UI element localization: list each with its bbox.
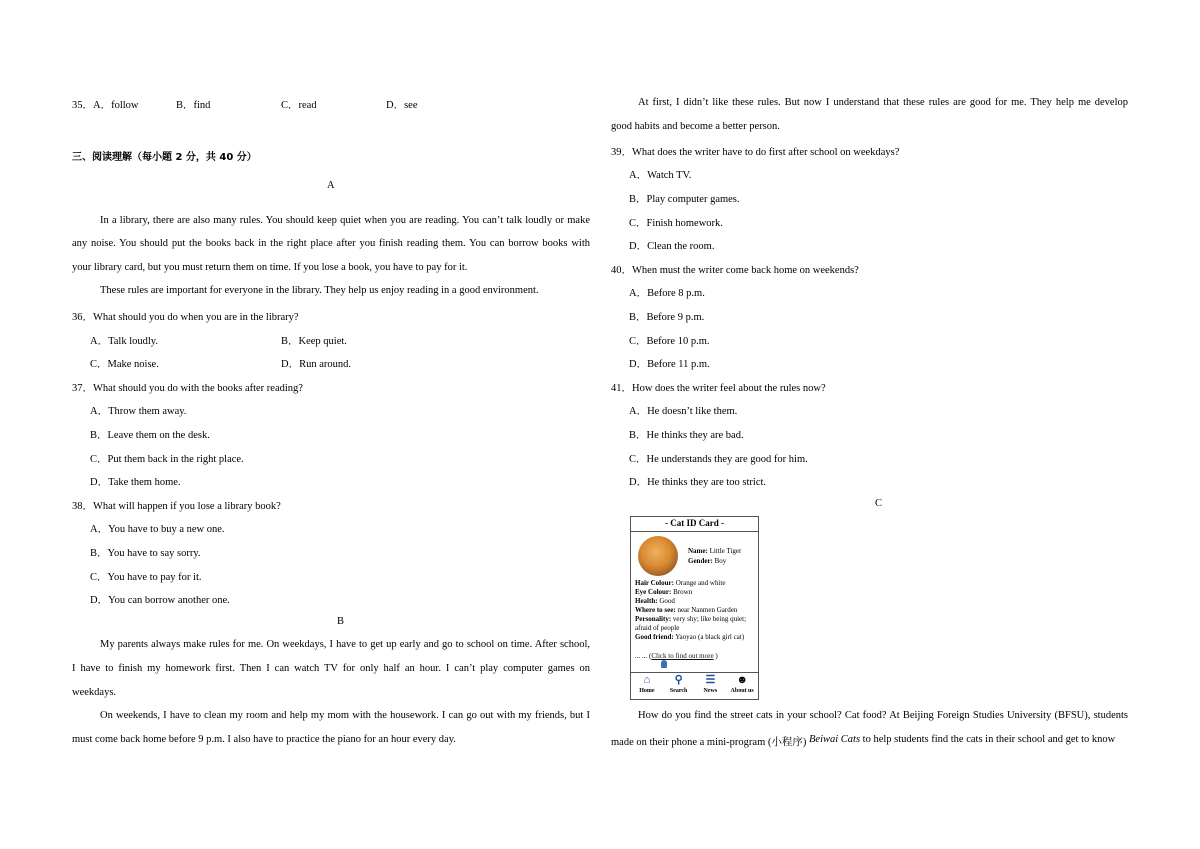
cat-id-card [630,516,759,700]
cat-where-label: Where to see: [635,606,676,614]
q36-option-d: D．Run around. [281,359,351,370]
passage-a-line-3: your library card, but you must return them on time. If you lose a book, you have to pay for it. [72,262,468,273]
find-out-more-link[interactable]: Click to find out more [651,652,714,660]
passage-c-line-2b: to help students find the cats in their school and get to know [860,734,1116,745]
cat-gender-value: Boy [714,557,727,565]
q39-option-a: A．Watch TV. [629,170,692,181]
nav-news[interactable] [695,673,727,699]
q38-option-b: B．You have to say sorry. [90,548,201,559]
cat-health-label: Health: [635,597,658,605]
cat-hair-value: Orange and white [675,579,726,587]
q41-option-a: A．He doesn’t like them. [629,406,738,417]
nav-about[interactable] [726,673,758,699]
cat-card-nav [631,672,758,699]
passage-a-line-1: In a library, there are also many rules. You should keep quiet when you are reading. You can’t talk loudly or make [100,215,590,226]
cat-health-value: Good [659,597,675,605]
about-icon: ☻ [736,674,748,686]
news-icon: ☰ [705,674,716,686]
cat-gender-label: Gender: [688,557,713,565]
cat-name-label: Name: [688,547,708,555]
q37-option-a: A．Throw them away. [90,406,187,417]
cat-health-row [635,597,757,606]
q38-option-c: C．You have to pay for it. [90,572,202,583]
q35-option-a: 35．A．follow [72,100,139,111]
nav-search-label: Search [669,688,688,694]
cat-name-value: Little Tiger [709,547,742,555]
q37-stem: 37．What should you do with the books after reading? [72,383,303,394]
q38-option-a: A．You have to buy a new one. [90,524,225,535]
q40-stem: 40．When must the writer come back home on weekends? [611,265,859,276]
q41-option-d: D．He thinks they are too strict. [629,477,767,488]
cat-hair-row [635,579,757,588]
q39-option-d: D．Clean the room. [629,241,715,252]
passage-c-line-2a: made on their phone a mini-program (小程序) [611,737,809,748]
cat-where-row [635,606,757,615]
section-heading: 三、阅读理解（每小题 2 分，共 40 分） [72,152,257,163]
q40-option-d: D．Before 11 p.m. [629,359,710,370]
q37-option-c: C．Put them back in the right place. [90,454,244,465]
q37-option-b: B．Leave them on the desk. [90,430,210,441]
cat-photo [638,536,678,576]
q39-stem: 39．What does the writer have to do first after school on weekdays? [611,147,900,158]
q39-option-c: C．Finish homework. [629,218,723,229]
cat-where-value: near Nanmen Garden [677,606,738,614]
cat-friend-value: Yaoyao (a black girl cat) [675,633,745,641]
nav-search[interactable] [663,673,695,699]
q37-option-d: D．Take them home. [90,477,181,488]
cat-hair-label: Hair Colour: [635,579,674,587]
q41-option-c: C．He understands they are good for him. [629,454,808,465]
cat-name-row [688,547,741,556]
q41-option-b: B．He thinks they are bad. [629,430,744,441]
q36-option-a: A．Talk loudly. [90,336,158,347]
cat-friend-row [635,633,757,642]
passage-b-line-4: On weekends, I have to clean my room and help my mom with the housework. I can go out with my friends, but I [100,710,590,721]
nav-news-label: News [703,688,718,694]
passage-a-line-4: These rules are important for everyone in the library. They help us enjoy reading in a good environment. [100,285,539,296]
q40-option-b: B．Before 9 p.m. [629,312,705,323]
passage-c-letter: C [875,498,883,509]
nav-home-label: Home [639,688,655,694]
q35-option-c: C．read [281,100,317,111]
cat-more-row [635,652,718,661]
passage-b-line-1: My parents always make rules for me. On weekdays, I have to get up early and go to school on time. After school, [100,639,590,650]
beiwai-cats-name: Beiwai Cats [809,734,861,745]
q36-option-b: B．Keep quiet. [281,336,347,347]
passage-b-line-2: I have to finish my homework first. Then I can watch TV for only half an hour. I can’t play computer games on [72,663,590,674]
passage-c-line-2 [611,734,1128,749]
nav-about-label: About us [730,688,754,694]
passage-b-letter: B [337,616,345,627]
cat-gender-row [688,557,726,566]
cat-details [635,579,757,642]
q40-option-c: C．Before 10 p.m. [629,336,710,347]
passage-b-line-7: good habits and become a better person. [611,121,780,132]
q36-option-c: C．Make noise. [90,359,159,370]
passage-c-line-1: How do you find the street cats in your school? Cat food? At Beijing Foreign Studies University (BFSU), students [638,710,1128,721]
cat-personality-value: very shy; like being quiet; afraid of people [635,615,747,632]
passage-b-line-3: weekdays. [72,687,117,698]
passage-b-line-6: At first, I didn’t like these rules. But now I understand that these rules are good for me. They help me develop [638,97,1128,108]
cat-more-prefix: ... ... ( [635,652,652,660]
cat-friend-label: Good friend: [635,633,674,641]
q38-option-d: D．You can borrow another one. [90,595,230,606]
cat-eye-value: Brown [673,588,693,596]
cat-card-title: - Cat ID Card - [631,517,758,532]
nav-home[interactable] [631,673,663,699]
q39-option-b: B．Play computer games. [629,194,740,205]
cat-personality-row [635,615,757,633]
home-icon: ⌂ [643,674,651,686]
cat-eye-label: Eye Colour: [635,588,672,596]
search-icon: ⚲ [674,674,683,686]
passage-a-line-2: any noise. You should put the books back in the right place after you finish reading them. You can borrow books with [72,238,590,249]
q35-option-d: D．see [386,100,418,111]
q41-stem: 41．How does the writer feel about the rules now? [611,383,826,394]
passage-b-line-5: must come back home before 9 p.m. I also have to practice the piano for an hour every day. [72,734,456,745]
q35-option-b: B．find [176,100,211,111]
pointer-hand-icon [661,660,667,668]
cat-personality-label: Personality: [635,615,672,623]
q36-stem: 36．What should you do when you are in the library? [72,312,299,323]
cat-eye-row [635,588,757,597]
passage-a-letter: A [327,180,335,191]
q38-stem: 38．What will happen if you lose a library book? [72,501,281,512]
q40-option-a: A．Before 8 p.m. [629,288,705,299]
cat-more-suffix: ) [713,652,718,660]
